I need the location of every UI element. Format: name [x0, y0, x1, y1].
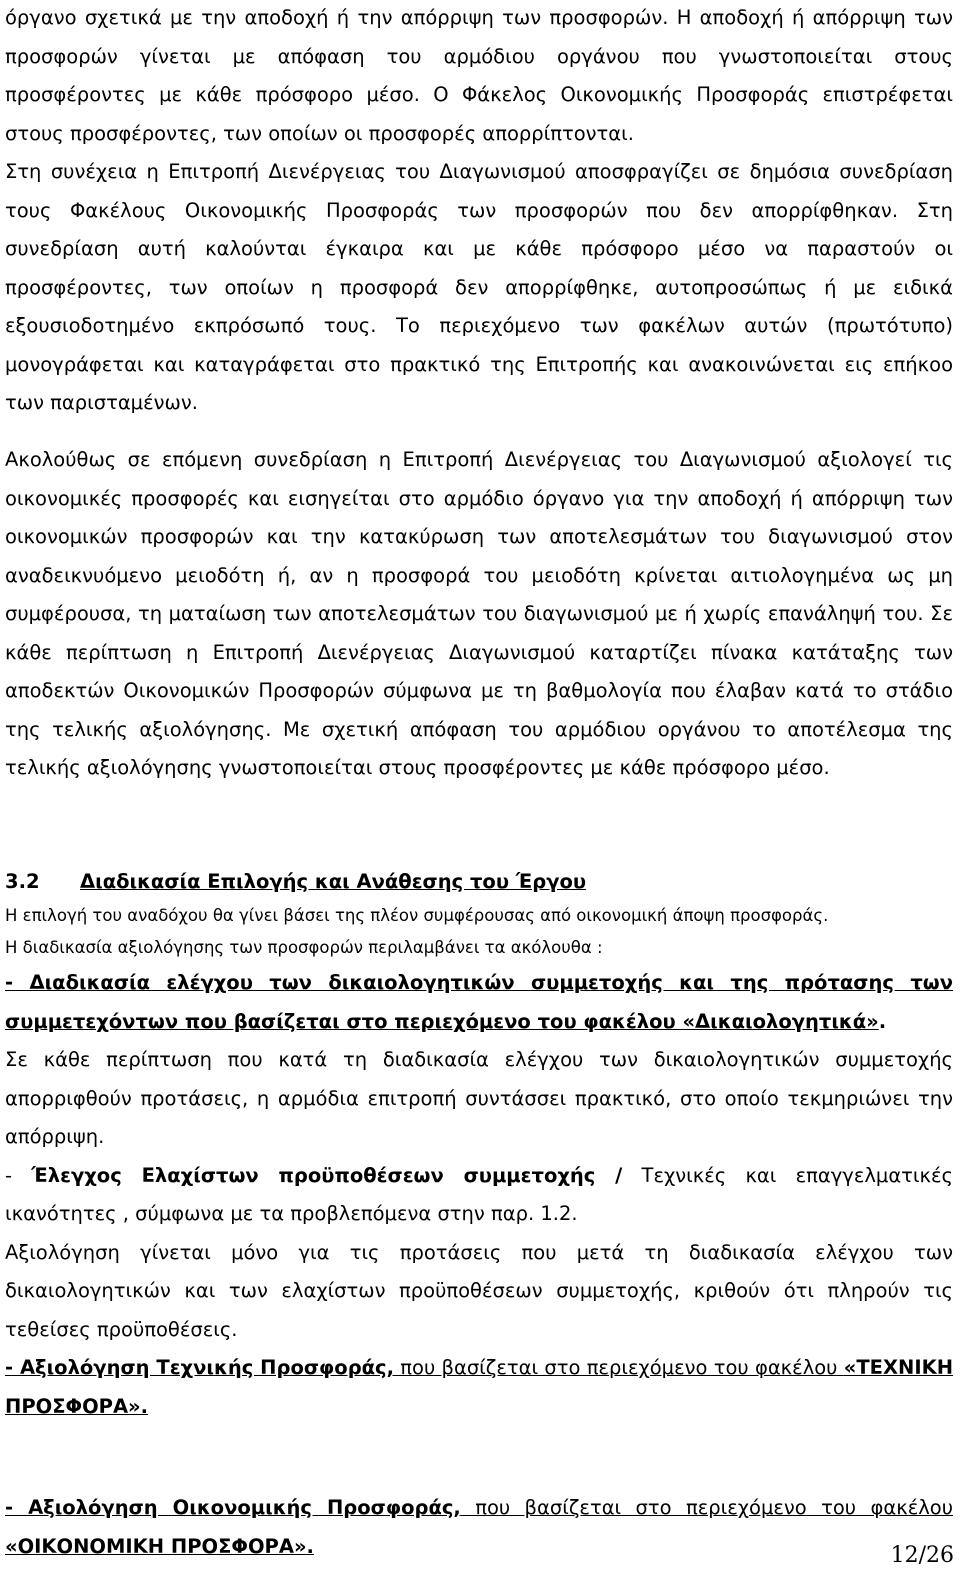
- evaluation-procedure: [5, 900, 953, 1426]
- section-heading: [5, 864, 953, 900]
- step-technical-heading: - Αξιολόγηση Τεχνικής Προσφοράς,: [5, 1356, 395, 1379]
- step-minimum-dash: -: [5, 1163, 32, 1187]
- step-financial-block: [5, 1489, 953, 1566]
- evaluation-intro: Η διαδικασία αξιολόγησης των προσφορών περιλαμβάνει τα ακόλουθα :: [5, 938, 603, 957]
- step-financial-rest: που βασίζεται στο περιεχόμενο του φακέλου: [460, 1496, 953, 1519]
- step-minimum-requirements: [5, 1157, 953, 1234]
- step-financial-folder: «ΟΙΚΟΝΟΜΙΚΗ ΠΡΟΣΦΟΡΑ».: [5, 1534, 314, 1558]
- step-technical: [5, 1349, 953, 1426]
- step-financial: [5, 1489, 953, 1566]
- step-financial-heading: - Αξιολόγηση Οικονομικής Προσφοράς,: [5, 1496, 461, 1519]
- step-documents-body: Σε κάθε περίπτωση που κατά τη διαδικασία ελέγχου των δικαιολογητικών συμμετοχής απορριφθούν προτάσεις, η αρμόδια επιτροπή συντάσσει πρακτικό, στο οποίο τεκμηριώνει την απόρριψη.: [5, 1048, 953, 1148]
- selection-criterion: Η επιλογή του αναδόχου θα γίνει βάσει της πλέον συμφέρουσας από οικονομική άποψη προσφοράς.: [5, 906, 829, 925]
- step-technical-folder: «ΤΕΧΝΙΚΗ ΠΡΟΣΦΟΡΑ».: [5, 1356, 954, 1418]
- section-number: 3.2: [5, 870, 40, 893]
- step-documents-heading-end: .: [878, 1009, 887, 1033]
- opening-paragraphs: [5, 0, 953, 423]
- paragraph-evaluation: Ακολούθως σε επόμενη συνεδρίαση η Επιτροπή Διενέργειας του Διαγωνισμού αξιολογεί τις οικονομικές προσφορές και εισηγείται στο αρμόδιο όργανο για την αποδοχή ή απόρριψη των οικονομικών προσφορών και την κατακύρωση των αποτελεσμάτων του διαγωνισμού στον αναδεικνυόμενο μειοδότη ή, αν η προσφορά του μειοδότη κρίνεται αιτιολογημένα ως μη συμφέρουσα, τη ματαίωση των αποτελεσμάτων του διαγωνισμού με ή χωρίς επανάληψή του. Σε κάθε περίπτωση η Επιτροπή Διενέργειας Διαγωνισμού καταρτίζει πίνακα κατάταξης των αποδεκτών Οικονομικών Προσφορών σύμφωνα με τη βαθμολογία που έλαβαν κατά το στάδιο της τελικής αξιολόγησης. Με σχετική απόφαση του αρμόδιου οργάνου το αποτέλεσμα της τελικής αξιολόγησης γνωστοποιείται στους προσφέροντες με κάθε πρόσφορο μέσο.: [5, 448, 953, 779]
- paragraph-acceptance: όργανο σχετικά με την αποδοχή ή την απόρριψη των προσφορών. Η αποδοχή ή απόρριψη των προσφορών γίνεται με απόφαση του αρμόδιου οργάνου που γνωστοποιείται στους προσφέροντες με κάθε πρόσφορο μέσο. Ο Φάκελος Οικονομικής Προσφοράς επιστρέφεται στους προσφέροντες, των οποίων οι προσφορές απορρίπτονται.: [5, 6, 953, 145]
- paragraph-unsealing: Στη συνέχεια η Επιτροπή Διενέργειας του Διαγωνισμού αποσφραγίζει σε δημόσια συνεδρίαση τους Φακέλους Οικονομικής Προσφοράς των προσφορών που δεν απορρίφθηκαν. Στη συνεδρίαση αυτή καλούνται έγκαιρα και με κάθε πρόσφορο μέσο να παραστούν οι προσφέροντες, των οποίων η προσφορά δεν απορρίφθηκε, αυτοπροσώπως ή με ειδικά εξουσιοδοτημένο εκπρόσωπό τους. Το περιεχόμενο των φακέλων αυτών (πρωτότυπο) μονογράφεται και καταγράφεται στο πρακτικό της Επιτροπής και ανακοινώνεται εις επήκοο των παρισταμένων.: [5, 160, 953, 414]
- step-documents-heading: - Διαδικασία ελέγχου των δικαιολογητικών συμμετοχής και της πρότασης των συμμετεχόντων που βασίζεται στο περιεχόμενο του φακέλου «Δικαιολογητικά»: [5, 971, 953, 1033]
- step-documents: [5, 964, 953, 1041]
- step-technical-rest: που βασίζεται στο περιεχόμενο του φακέλου: [394, 1356, 844, 1379]
- paragraph-evaluation-session: [5, 441, 953, 788]
- step-minimum-rest: Τεχνικές και επαγγελματικές ικανότητες , σύμφωνα με τα προβλεπόμενα στην παρ. 1.2.: [5, 1163, 953, 1225]
- section-title: Διαδικασία Επιλογής και Ανάθεσης του Έργου: [80, 870, 587, 893]
- step-minimum-heading: Έλεγχος Ελαχίστων προϋποθέσεων συμμετοχής /: [31, 1163, 623, 1187]
- step-minimum-body: Αξιολόγηση γίνεται μόνο για τις προτάσεις που μετά τη διαδικασία ελέγχου των δικαιολογητικών και των ελαχίστων προϋποθέσεων συμμετοχής, κριθούν ότι πληρούν τις τεθείσες προϋποθέσεις.: [5, 1240, 953, 1341]
- page-number: 12/26: [890, 1543, 954, 1568]
